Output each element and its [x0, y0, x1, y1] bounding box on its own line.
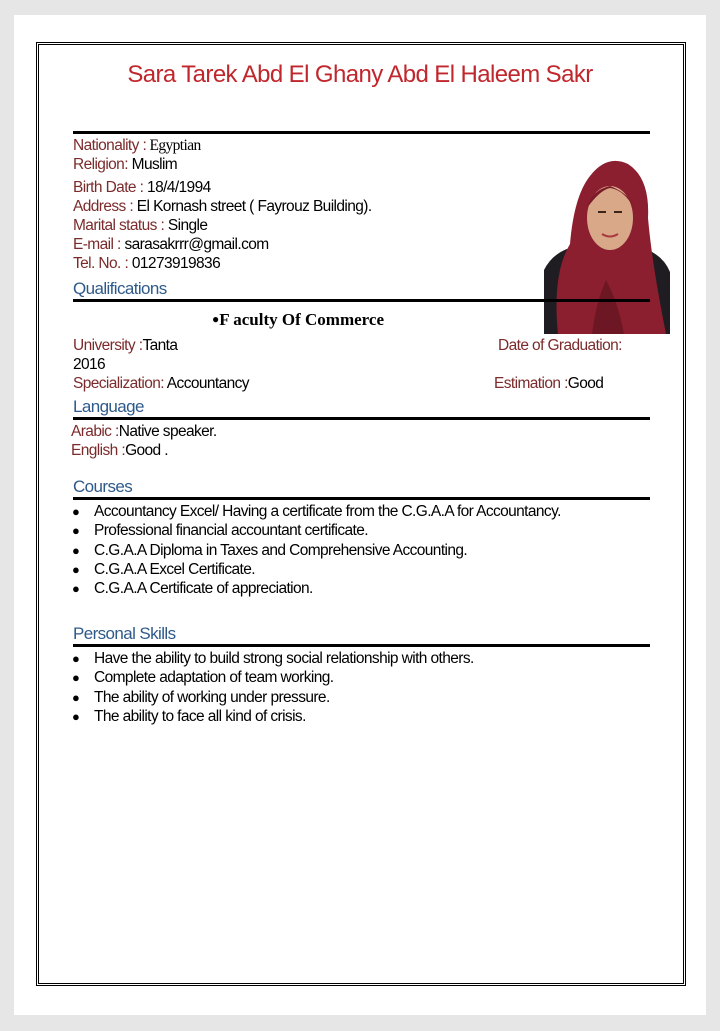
specialization-value: Accountancy — [163, 375, 249, 392]
list-item: ● Professional financial accountant certificate. — [72, 522, 368, 540]
list-item: ● Have the ability to build strong social relationship with others. — [72, 650, 474, 667]
divider-skills — [73, 644, 650, 647]
courses-list — [72, 502, 561, 598]
bullet-icon: ● — [72, 689, 80, 705]
list-item: ● The ability of working under pressure. — [72, 688, 330, 706]
bullet-icon: ● — [72, 670, 80, 686]
divider-courses — [73, 497, 650, 500]
skills-heading: Personal Skills — [73, 624, 176, 643]
graduation-year: 2016 — [73, 356, 106, 373]
religion-label: Religion: — [73, 156, 128, 173]
arabic-row — [71, 423, 217, 441]
estimation-label: Estimation : — [494, 375, 568, 392]
tel-row — [73, 255, 220, 273]
divider-language — [73, 417, 650, 420]
address-label: Address : — [73, 198, 134, 215]
bullet-icon: ● — [72, 651, 80, 666]
skills-list — [72, 649, 474, 726]
bullet-icon: ● — [72, 708, 80, 724]
address-row — [73, 198, 372, 216]
cv-page — [14, 15, 706, 1015]
university-value: Tanta — [142, 337, 178, 354]
bullet-icon: ● — [212, 312, 220, 326]
nationality-value: Egyptian — [146, 137, 201, 154]
arabic-value: Native speaker. — [118, 423, 217, 440]
english-label: English : — [71, 442, 126, 459]
list-item: ● C.G.A.A Certificate of appreciation. — [72, 580, 313, 598]
religion-value: Muslim — [127, 156, 178, 173]
university-label: University : — [73, 337, 143, 354]
english-row — [71, 442, 168, 460]
list-item: ● C.G.A.A Excel Certificate. — [72, 560, 255, 578]
estimation-value: Good — [567, 375, 604, 392]
specialization-label: Specialization: — [73, 375, 164, 392]
email-label: E-mail : — [73, 236, 121, 253]
list-item: ● Accountancy Excel/ Having a certificate from the C.G.A.A for Accountancy. — [72, 503, 561, 520]
bullet-icon: ● — [72, 561, 80, 577]
address-value: El Kornash street ( Fayrouz Building). — [133, 198, 372, 215]
bullet-icon: ● — [72, 542, 80, 558]
divider-qualifications — [73, 299, 650, 302]
bullet-icon: ● — [72, 523, 80, 539]
birth-date-value: 18/4/1994 — [143, 179, 211, 196]
arabic-label: Arabic : — [71, 423, 119, 440]
language-heading: Language — [73, 397, 144, 416]
marital-row — [73, 217, 207, 235]
graduation-label: Date of Graduation: — [498, 337, 622, 354]
email-row — [73, 236, 269, 254]
profile-photo — [544, 152, 670, 334]
birth-date-label: Birth Date : — [73, 179, 144, 196]
bullet-icon: ● — [72, 504, 80, 519]
marital-label: Marital status : — [73, 217, 165, 234]
birth-date-row — [73, 179, 211, 197]
tel-value: 01273919836 — [128, 255, 221, 272]
religion-row — [73, 156, 177, 174]
list-item: ● The ability to face all kind of crisis. — [72, 707, 306, 725]
candidate-name: Sara Tarek Abd El Ghany Abd El Haleem Sakr — [127, 61, 593, 88]
nationality-label: Nationality : — [73, 137, 147, 154]
qualifications-heading: Qualifications — [73, 279, 167, 298]
university-row — [73, 337, 177, 355]
faculty-name: F aculty Of Commerce — [219, 310, 384, 329]
divider-top — [73, 131, 650, 134]
list-item: ● C.G.A.A Diploma in Taxes and Comprehensive Accounting. — [72, 541, 468, 559]
estimation-row — [494, 375, 603, 393]
marital-value: Single — [164, 217, 208, 234]
list-item: ● Complete adaptation of team working. — [72, 669, 334, 687]
email-value[interactable]: sarasakrrr@gmail.com — [120, 236, 269, 253]
english-value: Good . — [125, 442, 168, 459]
bullet-icon: ● — [72, 581, 80, 597]
courses-heading: Courses — [73, 477, 133, 496]
specialization-row — [73, 375, 249, 393]
nationality-row — [73, 137, 201, 155]
faculty-line — [212, 310, 384, 330]
tel-label: Tel. No. : — [73, 255, 129, 272]
